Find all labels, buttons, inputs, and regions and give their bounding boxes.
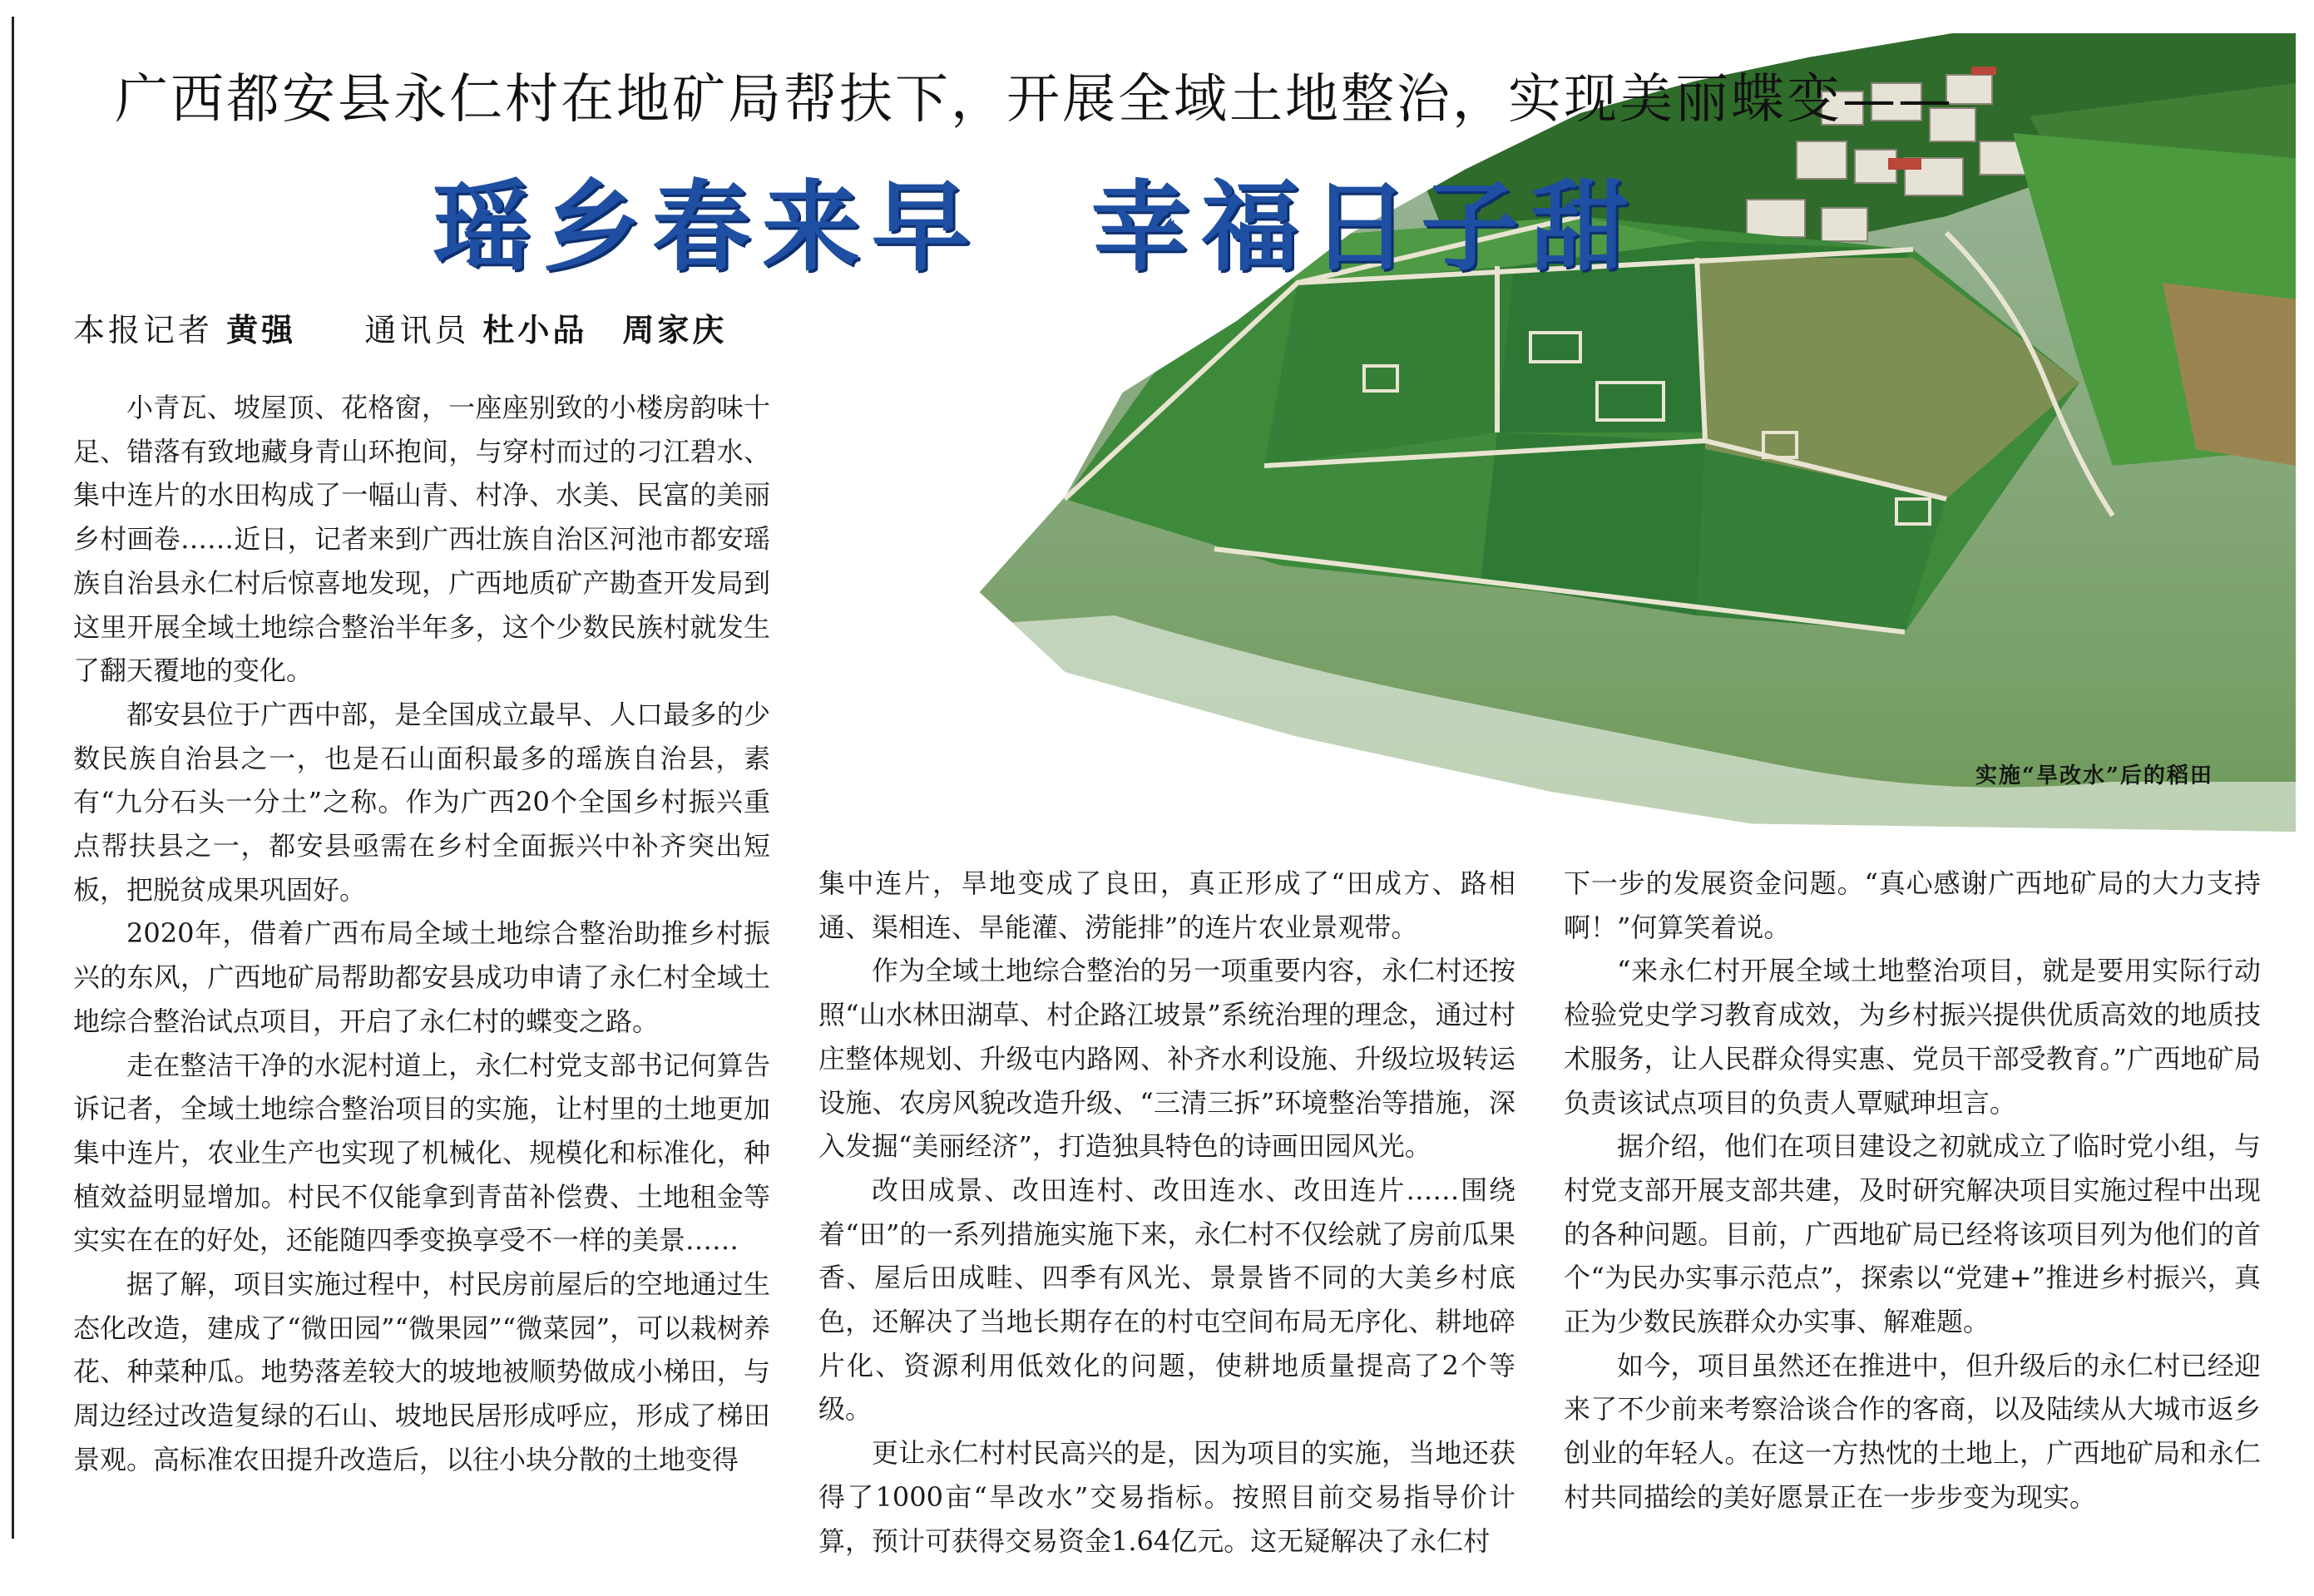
paragraph: 小青瓦、坡屋顶、花格窗，一座座别致的小楼房韵味十足、错落有致地藏身青山环抱间，与穿村而过的刁江碧水、集中连片的水田构成了一幅山青、村净、水美、民富的美丽乡村画卷……近日，记者来到广西壮族自治区河池市都安瑶族自治县永仁村后惊喜地发现，广西地质矿产勘查开发局到这里开展全域土地综合整治半年多，这个少数民族村就发生了翻天覆地的变化。 — [73, 392, 770, 687]
paragraph: 下一步的发展资金问题。“真心感谢广西地矿局的大力支持啊！”何算笑着说。 — [1564, 867, 2261, 943]
byline — [73, 304, 727, 350]
paragraph: 2020年，借着广西布局全域土地综合整治助推乡村振兴的东风，广西地矿局帮助都安县成功申请了永仁村全域土地综合整治试点项目，开启了永仁村的蝶变之路。 — [73, 917, 770, 1037]
reporter-name: 黄强 — [226, 311, 297, 348]
paragraph: 据介绍，他们在项目建设之初就成立了临时党小组，与村党支部开展支部共建，及时研究解决项目实施过程中出现的各种问题。目前，广西地矿局已经将该项目列为他们的首个“为民办实事示范点”，探索以“党建+”推进乡村振兴，真正为少数民族群众办实事、解难题。 — [1564, 1130, 2261, 1338]
article-column-2 — [818, 862, 1515, 1563]
paragraph: 集中连片，旱地变成了良田，真正形成了“田成方、路相通、渠相连、旱能灌、涝能排”的连片农业景观带。 — [818, 867, 1515, 943]
reporter-label: 本报记者 — [73, 312, 214, 348]
paragraph: 据了解，项目实施过程中，村民房前屋后的空地通过生态化改造，建成了“微田园”“微果园”“微菜园”，可以栽树养花、种菜种瓜。地势落差较大的坡地被顺势做成小梯田，与周边经过改造复绿的石山、坡地民居形成呼应，形成了梯田景观。高标准农田提升改造后，以往小块分散的土地变得 — [73, 1268, 770, 1475]
paragraph: 都安县位于广西中部，是全国成立最早、人口最多的少数民族自治县之一，也是石山面积最多的瑶族自治县，素有“九分石头一分土”之称。作为广西20个全国乡村振兴重点帮扶县之一，都安县亟需在乡村全面振兴中补齐突出短板，把脱贫成果巩固好。 — [73, 698, 770, 906]
correspondent-names: 杜小品 周家庆 — [482, 311, 728, 348]
article-column-3 — [1564, 862, 2261, 1519]
kicker-headline: 广西都安县永仁村在地矿局帮扶下，开展全域土地整治，实现美丽蝶变—— — [115, 69, 1954, 131]
paragraph: 如今，项目虽然还在推进中，但升级后的永仁村已经迎来了不少前来考察洽谈合作的客商，以及陆续从大城市返乡创业的年轻人。在这一方热忱的土地上，广西地矿局和永仁村共同描绘的美好愿景正在一步步变为现实。 — [1564, 1349, 2261, 1513]
paragraph: 更让永仁村村民高兴的是，因为项目的实施，当地还获得了1000亩“旱改水”交易指标。按照目前交易指导价计算，预计可获得交易资金1.64亿元。这无疑解决了永仁村 — [818, 1437, 1515, 1557]
photo-caption: 实施“旱改水”后的稻田 — [1975, 763, 2213, 788]
correspondent-label: 通讯员 — [364, 312, 470, 348]
article-column-1 — [73, 386, 770, 1482]
paragraph: “来永仁村开展全域土地整治项目，就是要用实际行动检验党史学习教育成效，为乡村振兴提供优质高效的地质技术服务，让人民群众得实惠、党员干部受教育。”广西地矿局负责该试点项目的负责人覃赋珅坦言。 — [1564, 955, 2261, 1119]
paragraph: 作为全域土地综合整治的另一项重要内容，永仁村还按照“山水林田湖草、村企路江坡景”系统治理的理念，通过村庄整体规划、升级屯内路网、补齐水利设施、升级垃圾转运设施、农房风貌改造升级、“三清三拆”环境整治等措施，深入发掘“美丽经济”，打造独具特色的诗画田园风光。 — [818, 955, 1515, 1163]
main-headline: 瑶乡春来早 幸福日子甜 — [433, 170, 1641, 284]
paragraph: 改田成景、改田连村、改田连水、改田连片……围绕着“田”的一系列措施实施下来，永仁村不仅绘就了房前瓜果香、屋后田成畦、四季有风光、景景皆不同的大美乡村底色，还解决了当地长期存在的村屯空间布局无序化、耕地碎片化、资源利用低效化的问题，使耕地质量提高了2个等级。 — [818, 1174, 1515, 1426]
paragraph: 走在整洁干净的水泥村道上，永仁村党支部书记何算告诉记者，全域土地综合整治项目的实施，让村里的土地更加集中连片，农业生产也实现了机械化、规模化和标准化，种植效益明显增加。村民不仅能拿到青苗补偿费、土地租金等实实在在的好处，还能随四季变换享受不一样的美景…… — [73, 1049, 770, 1257]
page-edge-rule — [12, 17, 14, 1539]
